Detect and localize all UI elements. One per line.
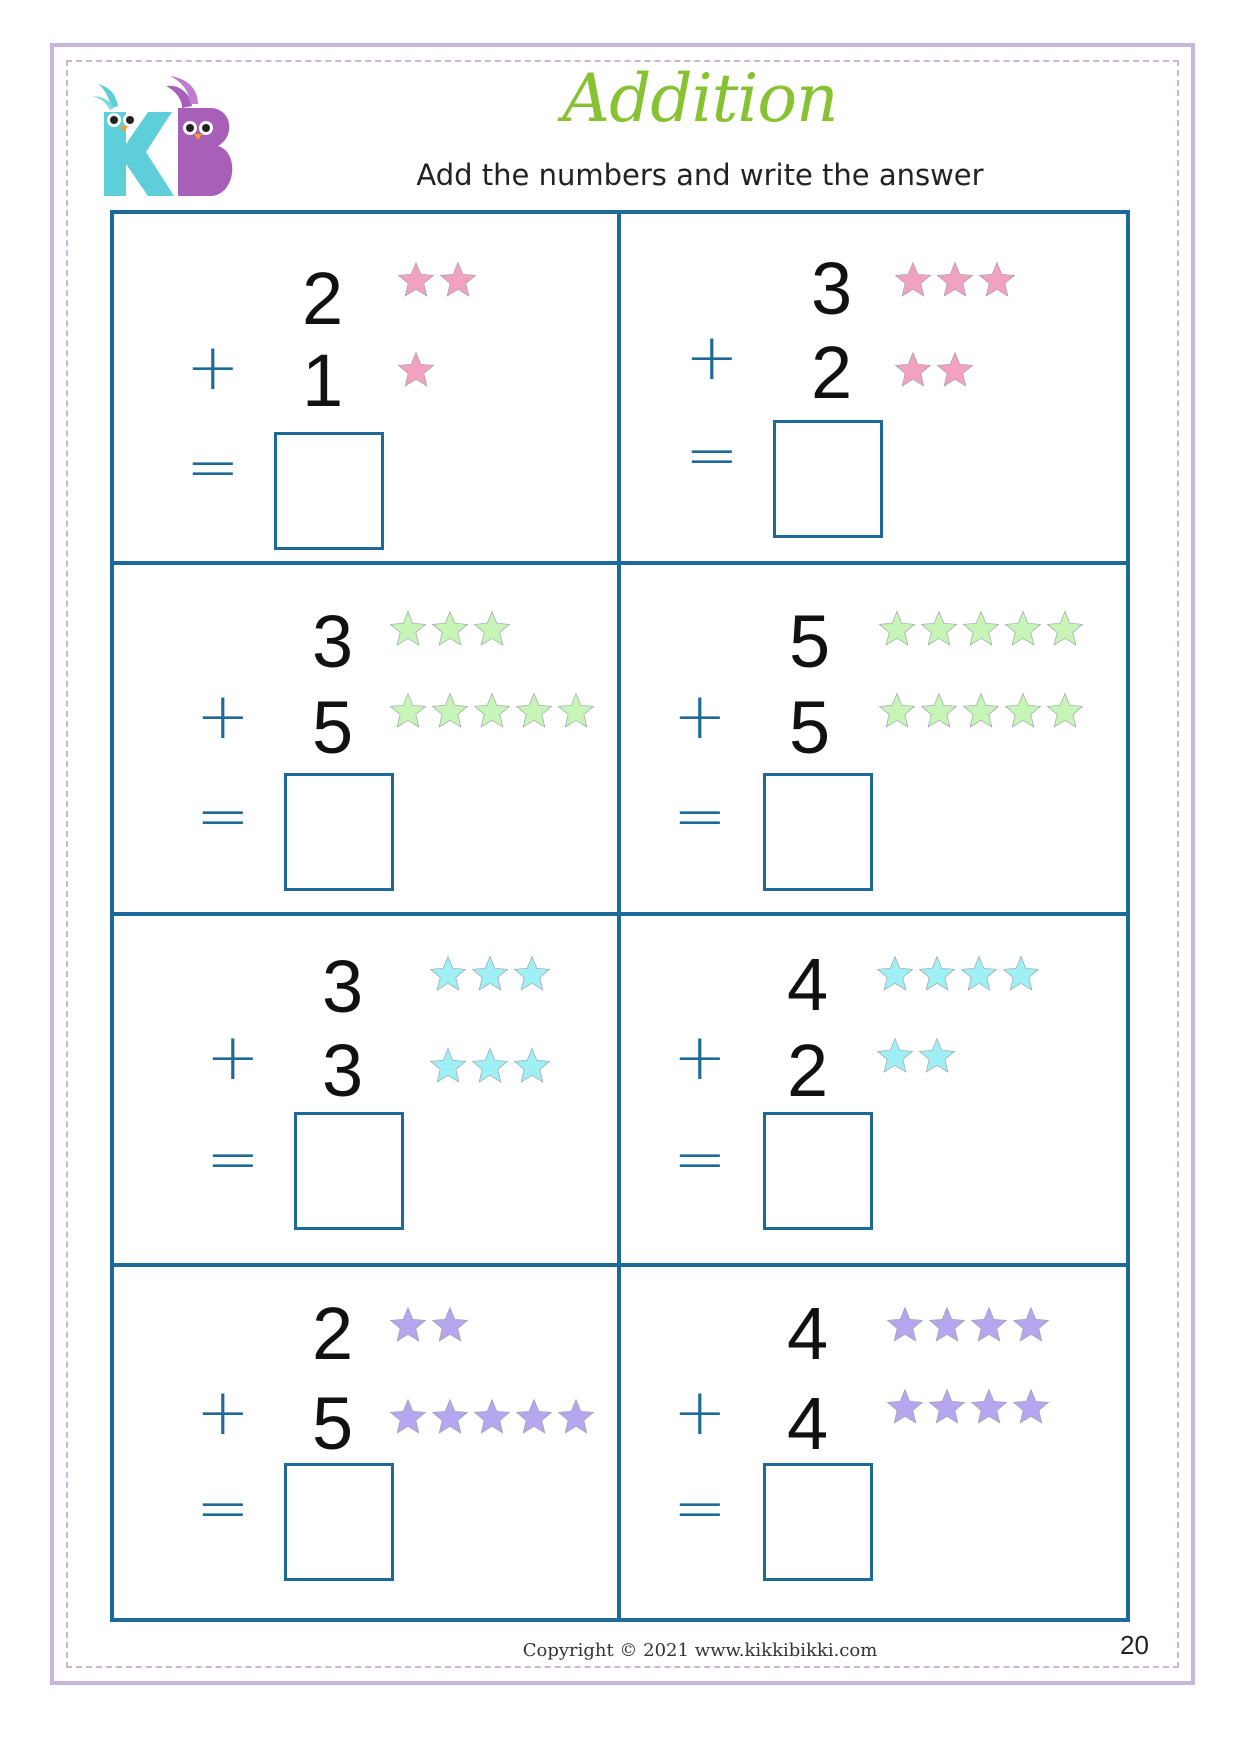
star-icon (396, 260, 436, 300)
star-group-top (875, 954, 1041, 994)
answer-box[interactable] (763, 773, 873, 891)
star-icon (1011, 1305, 1051, 1345)
star-icon (430, 1305, 470, 1345)
star-icon (893, 260, 933, 300)
star-group-bottom (875, 1036, 957, 1076)
equals-sign: = (673, 1123, 727, 1197)
page-title: Addition (562, 60, 838, 137)
star-icon (388, 691, 428, 731)
star-icon (1003, 691, 1043, 731)
answer-box[interactable] (294, 1112, 404, 1230)
star-icon (1045, 609, 1085, 649)
problem-cell-8 (621, 1267, 1129, 1617)
star-icon (935, 350, 975, 390)
equals-sign: = (186, 431, 240, 505)
star-icon (1011, 1387, 1051, 1427)
answer-box[interactable] (274, 432, 384, 550)
star-icon (959, 954, 999, 994)
problem-cell-6 (621, 916, 1129, 1266)
problem-cell-5 (112, 916, 620, 1266)
addend-top: 3 (312, 600, 354, 683)
star-icon (472, 609, 512, 649)
addend-top: 2 (312, 1292, 354, 1375)
star-icon (1001, 954, 1041, 994)
page-number: 20 (1120, 1630, 1149, 1660)
star-icon (512, 1046, 552, 1086)
addend-top: 3 (322, 945, 364, 1028)
answer-box[interactable] (284, 773, 394, 891)
star-icon (961, 691, 1001, 731)
addend-bottom: 4 (787, 1382, 829, 1465)
star-icon (388, 609, 428, 649)
addend-top: 4 (787, 943, 829, 1026)
addend-bottom: 5 (312, 1382, 354, 1465)
star-icon (893, 350, 933, 390)
star-icon (875, 1036, 915, 1076)
star-icon (885, 1305, 925, 1345)
star-icon (430, 1397, 470, 1437)
star-group-bottom (388, 691, 596, 731)
star-group-bottom (893, 350, 975, 390)
problem-cell-3 (112, 565, 620, 915)
star-icon (472, 1397, 512, 1437)
star-icon (969, 1305, 1009, 1345)
addend-top: 4 (787, 1292, 829, 1375)
equals-sign: = (685, 419, 739, 493)
star-group-bottom (388, 1397, 596, 1437)
problem-cell-2 (621, 214, 1129, 564)
addend-top: 3 (811, 247, 853, 330)
star-icon (875, 954, 915, 994)
star-icon (430, 691, 470, 731)
star-group-top (877, 609, 1085, 649)
star-icon (396, 350, 436, 390)
star-icon (388, 1397, 428, 1437)
star-icon (428, 954, 468, 994)
star-icon (512, 954, 552, 994)
star-icon (472, 691, 512, 731)
copyright-notice: Copyright © 2021 www.kikkibikki.com (522, 1640, 878, 1661)
star-icon (388, 1305, 428, 1345)
star-icon (514, 1397, 554, 1437)
star-group-top (885, 1305, 1051, 1345)
star-icon (885, 1387, 925, 1427)
star-group-top (388, 1305, 470, 1345)
star-group-top (893, 260, 1017, 300)
star-icon (514, 691, 554, 731)
star-icon (470, 954, 510, 994)
star-icon (961, 609, 1001, 649)
star-group-bottom (428, 1046, 552, 1086)
kb-logo (86, 74, 246, 210)
star-icon (1045, 691, 1085, 731)
star-icon (935, 260, 975, 300)
plus-sign: + (196, 1376, 250, 1450)
star-icon (877, 609, 917, 649)
addend-bottom: 3 (322, 1029, 364, 1112)
star-group-bottom (877, 691, 1085, 731)
equals-sign: = (673, 1472, 727, 1546)
star-group-top (428, 954, 552, 994)
addend-bottom: 5 (312, 686, 354, 769)
star-icon (470, 1046, 510, 1086)
star-icon (969, 1387, 1009, 1427)
star-group-top (396, 260, 478, 300)
problem-cell-7 (112, 1267, 620, 1617)
addend-top: 5 (789, 600, 831, 683)
addend-bottom: 1 (302, 339, 344, 422)
star-icon (919, 691, 959, 731)
star-icon (917, 954, 957, 994)
plus-sign: + (673, 1376, 727, 1450)
equals-sign: = (196, 1472, 250, 1546)
answer-box[interactable] (773, 420, 883, 538)
plus-sign: + (206, 1021, 260, 1095)
star-group-top (388, 609, 512, 649)
instructions: Add the numbers and write the answer (416, 158, 984, 192)
equals-sign: = (196, 780, 250, 854)
star-icon (438, 260, 478, 300)
addend-top: 2 (302, 257, 344, 340)
answer-box[interactable] (284, 1463, 394, 1581)
star-icon (556, 1397, 596, 1437)
star-icon (977, 260, 1017, 300)
star-icon (919, 609, 959, 649)
plus-sign: + (673, 1021, 727, 1095)
star-icon (927, 1387, 967, 1427)
equals-sign: = (673, 780, 727, 854)
plus-sign: + (186, 331, 240, 405)
problem-cell-4 (621, 565, 1129, 915)
star-icon (927, 1305, 967, 1345)
plus-sign: + (685, 321, 739, 395)
star-icon (917, 1036, 957, 1076)
star-icon (877, 691, 917, 731)
answer-box[interactable] (763, 1463, 873, 1581)
answer-box[interactable] (763, 1112, 873, 1230)
addend-bottom: 2 (787, 1029, 829, 1112)
plus-sign: + (196, 680, 250, 754)
star-group-bottom (885, 1387, 1051, 1427)
star-group-bottom (396, 350, 436, 390)
star-icon (1003, 609, 1043, 649)
equals-sign: = (206, 1123, 260, 1197)
star-icon (428, 1046, 468, 1086)
plus-sign: + (673, 680, 727, 754)
star-icon (556, 691, 596, 731)
star-icon (430, 609, 470, 649)
problem-cell-1 (112, 214, 620, 564)
addend-bottom: 5 (789, 686, 831, 769)
addend-bottom: 2 (811, 331, 853, 414)
